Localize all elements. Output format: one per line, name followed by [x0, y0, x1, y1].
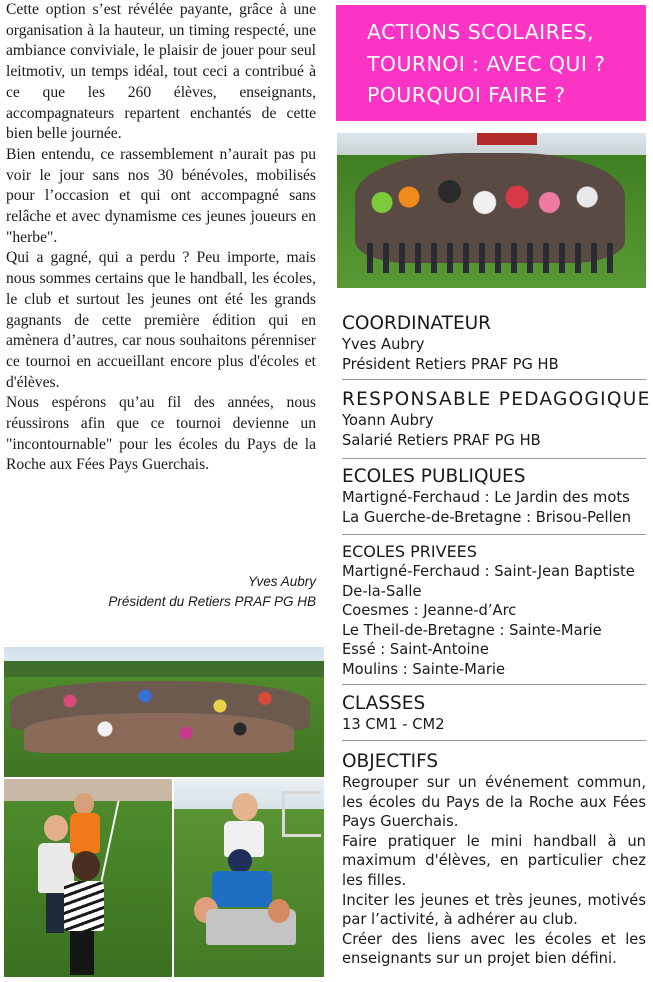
coordinateur-line-2: Président Retiers PRAF PG HB [342, 355, 559, 373]
publiques-line-1: Martigné-Ferchaud : Le Jardin des mots [342, 489, 630, 506]
privees-line-2: Coesmes : Jeanne-d’Arc [342, 602, 517, 620]
heading-objectifs: OBJECTIFS [342, 751, 439, 772]
divider [342, 740, 646, 741]
objectifs-line-4: Créer des liens avec les écoles et les enseignants sur un projet bien défini. [342, 930, 646, 968]
title-line-3: POURQUOI FAIRE ? [367, 83, 566, 107]
privees-line-5: Moulins : Sainte-Marie [342, 660, 506, 678]
section-ecoles-privees [342, 542, 646, 680]
section-classes [342, 693, 646, 735]
article-paragraph-2: Bien entendu, ce rassemblement n’aurait pas pu voir le jour sans nos 30 bénévoles, mobilisés pour l’occasion et qui ont accompagné sans relâche et avec dynamisme ces jeunes joueurs en "herbe". [6, 145, 316, 246]
title-line-2: TOURNOI : AVEC QUI ? [367, 52, 606, 76]
objectifs-line-2: Faire pratiquer le mini handball à un maximum d'élèves, en particulier chez les filles. [342, 832, 646, 889]
heading-ecoles-publiques: ECOLES PUBLIQUES [342, 466, 526, 487]
article-paragraph-3: Qui a gagné, qui a perdu ? Peu importe, mais nous sommes certains que le handball, les écoles, le club et surtout les jeunes ont été les grands gagnants de cette première édition qui en amènera d’autres, car nous souhaitons pérenniser ce tournoi en accueillant encore plus d'écoles et d'élèves. [6, 249, 316, 391]
privees-line-1: Martigné-Ferchaud : Saint-Jean Baptiste De-la-Salle [342, 563, 635, 600]
signature [6, 572, 316, 612]
title-line-1: ACTIONS SCOLAIRES, [367, 20, 594, 44]
photo-kids-pyramid [174, 779, 324, 977]
divider [342, 534, 646, 535]
coordinateur-line-1: Yves Aubry [342, 336, 425, 353]
privees-line-4: Essé : Saint-Antoine [342, 641, 489, 659]
divider [342, 379, 646, 380]
responsable-line-2: Salarié Retiers PRAF PG HB [342, 431, 541, 449]
signature-role: Président du Retiers PRAF PG HB [108, 594, 316, 609]
section-title-box [336, 5, 646, 121]
divider [342, 458, 646, 459]
article-paragraph-1: Cette option s’est révélée payante, grâce à une organisation à la hauteur, un timing respecté, une ambiance conviviale, le plaisir de jouer pour seul leitmotiv, un temps idéal, tout ceci a contribué à ce que les 260 élèves, enseignants, accompagnateurs repartent enchantés de cette bien belle journée. [6, 1, 316, 143]
heading-ecoles-privees: ECOLES PRIVEES [342, 542, 477, 561]
heading-coordinateur: COORDINATEUR [342, 313, 492, 334]
signature-name: Yves Aubry [247, 574, 316, 589]
section-objectifs [342, 751, 646, 969]
objectifs-line-1: Regrouper sur un événement commun, les écoles du Pays de la Roche aux Fées Pays Guerchais. [342, 774, 646, 831]
heading-classes: CLASSES [342, 693, 426, 714]
photo-crowd-field [4, 647, 324, 777]
photo-two-girls [4, 779, 172, 977]
article-body [6, 0, 316, 476]
section-coordinateur [342, 313, 646, 374]
divider [342, 684, 646, 685]
responsable-line-1: Yoann Aubry [342, 412, 434, 429]
publiques-line-2: La Guerche-de-Bretagne : Brisou-Pellen [342, 508, 632, 526]
heading-responsable: RESPONSABLE PEDAGOGIQUE [342, 389, 651, 410]
section-ecoles-publiques [342, 466, 646, 527]
privees-line-3: Le Theil-de-Bretagne : Sainte-Marie [342, 621, 602, 639]
objectifs-line-3: Inciter les jeunes et très jeunes, motivés par l’activité, à adhérer au club. [342, 891, 646, 929]
section-responsable [342, 389, 651, 450]
classes-line-1: 13 CM1 - CM2 [342, 716, 445, 733]
article-paragraph-4: Nous espérons qu’au fil des années, nous réussirons afin que ce tournoi devienne un "incontournable" pour les écoles du Pays de la Roche aux Fées Pays Guerchais. [6, 394, 316, 474]
photo-team-huddle [337, 133, 646, 288]
